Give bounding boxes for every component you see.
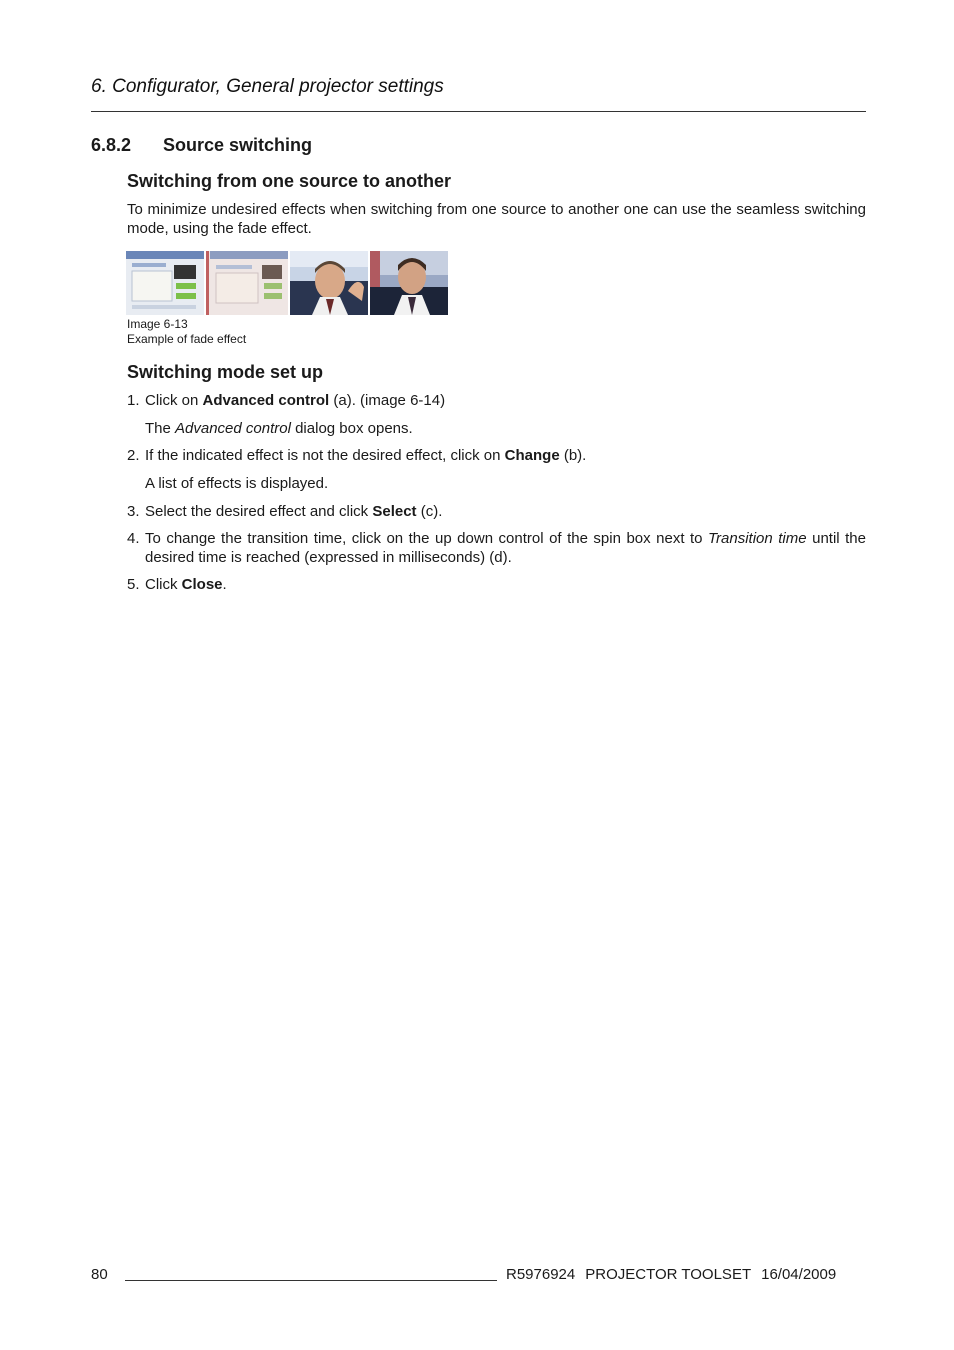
page-number: 80 (91, 1266, 108, 1283)
step-number: 4. (127, 530, 140, 547)
step-text-end: until the desired time is reached (expressed in milliseconds) (d). (145, 530, 866, 566)
step-number: 5. (127, 576, 140, 593)
step-text-end: (a). (image 6-14) (329, 392, 446, 409)
section-number: 6.8.2 (91, 135, 132, 155)
step-text: If the indicated effect is not the desired effect, click on (145, 447, 505, 464)
fade-frame-4 (370, 251, 448, 315)
header-rule (91, 111, 866, 112)
fade-frame-2 (206, 251, 288, 315)
figure-caption (127, 317, 246, 347)
fade-effect-strip (126, 251, 448, 315)
step-text: Click on (145, 392, 203, 409)
chapter-header: 6. Configurator, General projector settings (91, 76, 444, 97)
footer-rule (125, 1280, 497, 1281)
section-title (91, 135, 312, 156)
step-number: 1. (127, 392, 140, 409)
fade-frame-1 (126, 251, 204, 315)
step-text-end: (c). (416, 503, 443, 520)
step-4 (127, 529, 866, 567)
step-italic-term: Transition time (708, 530, 807, 547)
step-3 (127, 502, 866, 521)
step-text: To change the transition time, click on the up down control of the spin box next to (145, 530, 708, 547)
step-2-result: A list of effects is displayed. (145, 475, 329, 492)
caption-text: Example of fade effect (127, 332, 247, 346)
intro-paragraph: To minimize undesired effects when switching from one source to another one can use the seamless switching mode, using the fade effect. (127, 201, 866, 237)
step-number: 2. (127, 447, 140, 464)
result-text: The (145, 420, 176, 437)
result-text-end: dialog box opens. (290, 420, 413, 437)
fade-frame-3 (290, 251, 368, 315)
step-bold-term: Close (181, 576, 223, 593)
step-2 (127, 446, 866, 465)
step-text: Select the desired effect and click (145, 503, 373, 520)
step-text: Click (145, 576, 182, 593)
step-1 (127, 391, 866, 410)
subsection-title-switching: Switching from one source to another (127, 171, 452, 191)
product-name: PROJECTOR TOOLSET (585, 1266, 752, 1283)
step-text-end: (b). (559, 447, 587, 464)
section-title-text: Source switching (163, 135, 313, 155)
fade-effect-image (126, 251, 448, 315)
step-bold-term: Select (372, 503, 417, 520)
step-bold-term: Change (504, 447, 560, 464)
doc-id: R5976924 (506, 1266, 576, 1283)
step-bold-term: Advanced control (202, 392, 330, 409)
step-5 (127, 575, 866, 594)
footer-meta (506, 1266, 836, 1283)
step-number: 3. (127, 503, 140, 520)
result-italic-term: Advanced control (175, 420, 291, 437)
caption-id: Image 6-13 (127, 317, 188, 331)
doc-date: 16/04/2009 (761, 1266, 837, 1283)
subsection-title-setup: Switching mode set up (127, 362, 324, 382)
step-text-end: . (222, 576, 227, 593)
step-1-result (145, 419, 413, 438)
